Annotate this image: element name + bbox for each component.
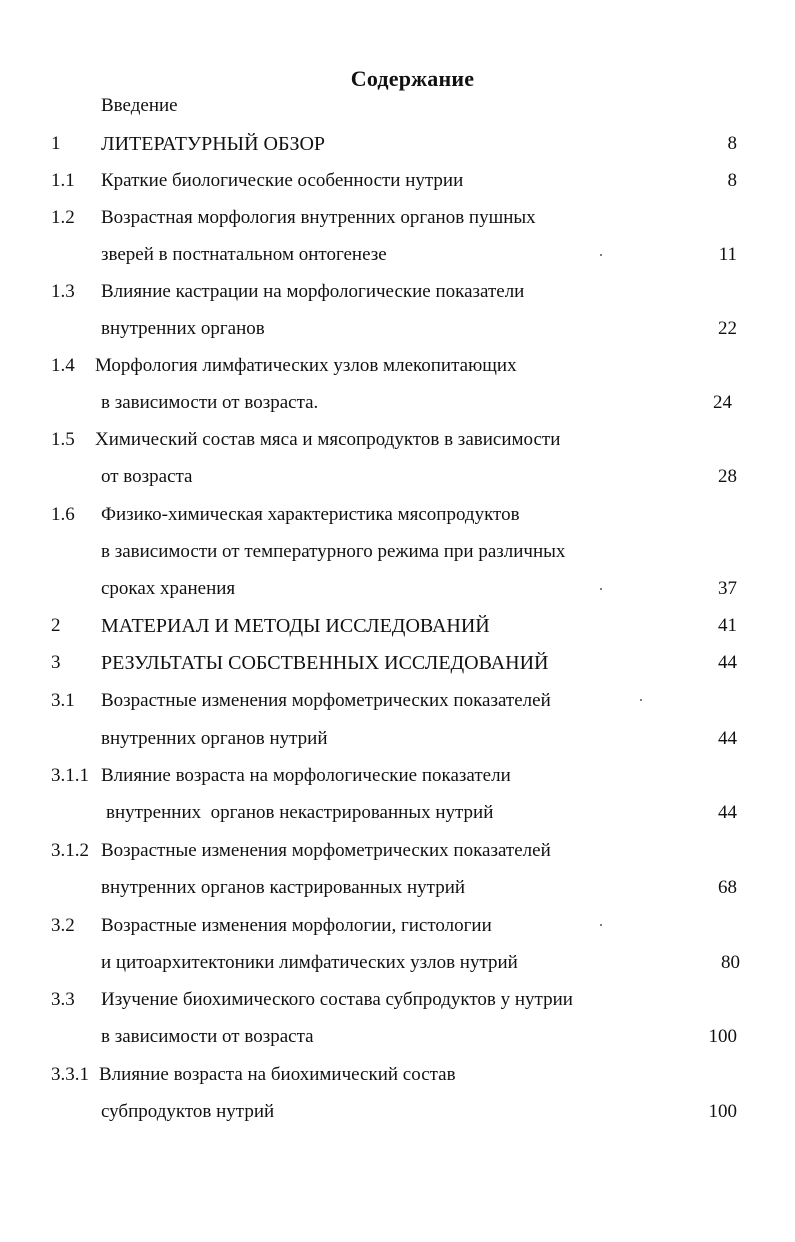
- toc-entry-text: Физико-химическая характеристика мясопродуктов: [101, 504, 520, 525]
- toc-entry-number: 1.4: [51, 355, 75, 376]
- toc-entry-text: в зависимости от возраста: [101, 1026, 314, 1047]
- toc-entry-1-4: [0, 351, 795, 381]
- toc-entry-text: сроках хранения: [101, 578, 236, 599]
- toc-entry-1-3-cont: [0, 314, 795, 344]
- toc-intro-line: [0, 91, 795, 121]
- toc-entry-1-2-cont: [0, 240, 795, 270]
- toc-entry-page: 37: [718, 578, 737, 599]
- toc-entry-text: Возрастная морфология внутренних органов пушных: [101, 207, 536, 228]
- toc-entry-text: Возрастные изменения морфологии, гистологии: [101, 915, 492, 936]
- toc-entry-3-1-1: [0, 761, 795, 791]
- toc-entry-1-5-cont: [0, 462, 795, 492]
- toc-entry-1-6-cont2: [0, 574, 795, 604]
- toc-entry-1-6: [0, 500, 795, 530]
- toc-entry-text: Влияние возраста на биохимический состав: [99, 1064, 456, 1085]
- toc-entry-1-5: [0, 425, 795, 455]
- toc-entry-1-2: [0, 203, 795, 233]
- toc-entry-page: 100: [708, 1026, 737, 1047]
- toc-entry-1-4-cont: [0, 388, 795, 418]
- toc-entry-3-2-cont: [0, 948, 795, 978]
- toc-entry-text: Краткие биологические особенности нутрии: [101, 170, 464, 191]
- toc-entry-page: 68: [718, 877, 737, 898]
- toc-entry-text: в зависимости от температурного режима при различных: [101, 541, 566, 562]
- toc-entry-3-3: [0, 985, 795, 1015]
- toc-entry-1: [0, 129, 795, 159]
- toc-entry-number: 1.5: [51, 429, 75, 450]
- toc-entry-1-6-cont: [0, 537, 795, 567]
- toc-entry-number: 3: [51, 652, 61, 673]
- toc-entry-text: от возраста: [101, 466, 193, 487]
- toc-entry-page: 80: [721, 952, 740, 973]
- toc-entry-text: Химический состав мяса и мясопродуктов в зависимости: [95, 429, 561, 450]
- page-title: Содержание: [350, 66, 475, 91]
- toc-entry-3-3-cont: [0, 1022, 795, 1052]
- toc-entry-3-1: [0, 686, 795, 716]
- toc-entry-text: Изучение биохимического состава субпродуктов у нутрии: [101, 989, 573, 1010]
- scan-speck: [600, 588, 602, 590]
- toc-entry-1-3: [0, 277, 795, 307]
- toc-entry-text: Возрастные изменения морфометрических показателей: [101, 840, 551, 861]
- scan-speck: [600, 924, 602, 926]
- toc-entry-page: 28: [718, 466, 737, 487]
- toc-entry-2: [0, 611, 795, 641]
- toc-entry-page: 24: [713, 392, 732, 413]
- scan-speck: [600, 254, 602, 256]
- toc-entry-page: 41: [718, 615, 737, 636]
- toc-entry-text: субпродуктов нутрий: [101, 1101, 275, 1122]
- toc-entry-page: 22: [718, 318, 737, 339]
- toc-intro-text: Введение: [101, 95, 178, 116]
- toc-entry-number: 1.6: [51, 504, 75, 525]
- toc-entry-text: ЛИТЕРАТУРНЫЙ ОБЗОР: [101, 133, 326, 155]
- toc-entry-3-2: [0, 911, 795, 941]
- toc-entry-number: 3.1.1: [51, 765, 89, 786]
- toc-entry-text: зверей в постнатальном онтогенезе: [101, 244, 387, 265]
- toc-entry-3-1-2-cont: [0, 873, 795, 903]
- toc-entry-number: 1.1: [51, 170, 75, 191]
- toc-entry-text: внутренних органов нутрий: [101, 728, 328, 749]
- toc-entry-page: 100: [708, 1101, 737, 1122]
- toc-entry-text: Морфология лимфатических узлов млекопитающих: [95, 355, 517, 376]
- toc-entry-number: 3.1.2: [51, 840, 89, 861]
- toc-entry-number: 3.3: [51, 989, 75, 1010]
- toc-entry-page: 44: [718, 802, 737, 823]
- toc-entry-3: [0, 648, 795, 678]
- toc-entry-page: 44: [718, 728, 737, 749]
- toc-entry-text: внутренних органов кастрированных нутрий: [101, 877, 466, 898]
- toc-entry-number: 2: [51, 615, 61, 636]
- toc-entry-number: 1.3: [51, 281, 75, 302]
- toc-entry-number: 3.2: [51, 915, 75, 936]
- toc-entry-text: Влияние возраста на морфологические показатели: [101, 765, 511, 786]
- toc-entry-text: внутренних органов некастрированных нутрий: [106, 802, 494, 823]
- toc-entry-3-1-2: [0, 836, 795, 866]
- toc-entry-text: Влияние кастрации на морфологические показатели: [101, 281, 525, 302]
- toc-entry-text: и цитоархитектоники лимфатических узлов нутрий: [101, 952, 518, 973]
- toc-entry-3-3-1: [0, 1060, 795, 1090]
- toc-entry-text: МАТЕРИАЛ И МЕТОДЫ ИССЛЕДОВАНИЙ: [101, 615, 490, 637]
- toc-entry-page: 8: [727, 170, 737, 191]
- scan-speck: [640, 699, 642, 701]
- toc-entry-1-1: [0, 166, 795, 196]
- toc-entry-3-1-cont: [0, 724, 795, 754]
- toc-entry-page: 11: [718, 244, 737, 265]
- toc-entry-number: 3.3.1: [51, 1064, 89, 1085]
- toc-entry-text: в зависимости от возраста.: [101, 392, 319, 413]
- toc-entry-number: 3.1: [51, 690, 75, 711]
- toc-entry-3-1-1-cont: [0, 798, 795, 828]
- toc-entry-text: Возрастные изменения морфометрических показателей: [101, 690, 551, 711]
- toc-entry-text: внутренних органов: [101, 318, 265, 339]
- toc-entry-page: 44: [718, 652, 737, 673]
- toc-entry-text: РЕЗУЛЬТАТЫ СОБСТВЕННЫХ ИССЛЕДОВАНИЙ: [101, 652, 549, 674]
- toc-entry-page: 8: [727, 133, 737, 154]
- toc-entry-number: 1: [51, 133, 61, 154]
- toc-entry-3-3-1-cont: [0, 1097, 795, 1127]
- toc-entry-number: 1.2: [51, 207, 75, 228]
